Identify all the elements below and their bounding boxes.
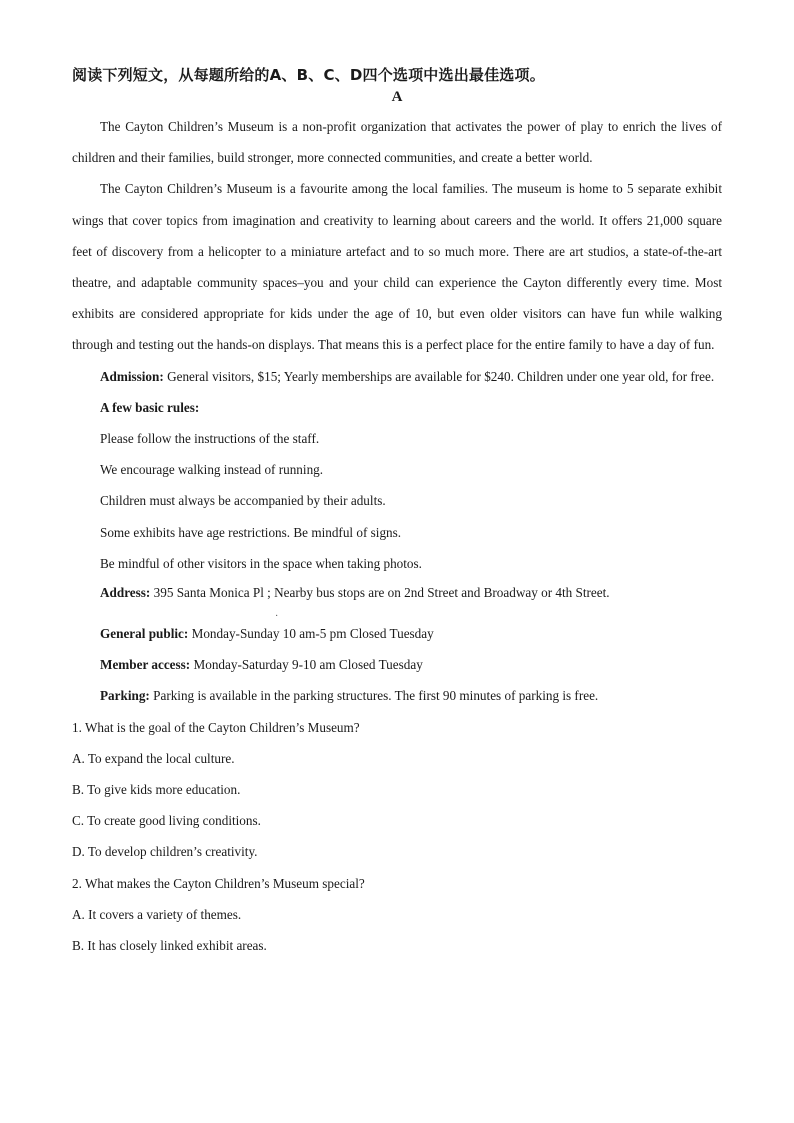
admission-label: Admission:	[100, 368, 164, 384]
admission-info	[72, 361, 722, 392]
member-access-hours	[72, 649, 722, 680]
question-1-stem: 1. What is the goal of the Cayton Children’s Museum?	[72, 719, 360, 735]
parking-info	[72, 680, 722, 711]
address-text: 395 Santa Monica Pl ; Nearby bus stops are on 2nd Street and Broadway or 4th Street.	[150, 585, 610, 601]
address-info	[72, 579, 722, 607]
question-1-option-c: C. To create good living conditions.	[72, 813, 261, 829]
question-2-stem: 2. What makes the Cayton Children’s Museum special?	[72, 875, 365, 891]
admission-text: General visitors, $15; Yearly memberships are available for $240. Children under one year old, for free.	[163, 368, 715, 384]
address-label: Address:	[100, 585, 151, 601]
parking-text: Parking is available in the parking structures. The first 90 minutes of parking is free.	[149, 688, 599, 704]
question-1-option-d: D. To develop children’s creativity.	[72, 844, 258, 860]
member-access-text: Monday-Saturday 9-10 am Closed Tuesday	[190, 657, 423, 673]
rules-title: A few basic rules:	[100, 399, 200, 415]
instruction-heading: 阅读下列短文，从每题所给的A、B、C、D四个选项中选出最佳选项。	[72, 66, 545, 84]
rule-item: Please follow the instructions of the staff.	[100, 431, 320, 447]
paragraph-intro: The Cayton Children’s Museum is a non-profit organization that activates the power of play to enrich the lives of children and their families, build stronger, more connected communities, and create a better world.	[72, 119, 722, 166]
question-2-option-b: B. It has closely linked exhibit areas.	[72, 938, 267, 954]
general-public-label: General public:	[100, 626, 189, 642]
rule-item: We encourage walking instead of running.	[100, 462, 324, 478]
parking-label: Parking:	[100, 688, 150, 704]
paragraph-description: The Cayton Children’s Museum is a favourite among the local families. The museum is home to 5 separate exhibit wings that cover topics from imagination and creativity to learning about careers and the world. It offers 21,000 square feet of discovery from a helicopter to a miniature artefact and to so much more. There are art studios, a state-of-the-art theatre, and adaptable community spaces–you and your child can experience the Cayton differently every time. Most exhibits are considered appropriate for kids under the age of 10, but even older visitors can have fun while walking through and testing out the hands-on displays. That means this is a perfect place for the entire family to have a day of fun.	[72, 181, 722, 353]
stray-mark-row	[72, 607, 722, 623]
general-public-hours	[72, 618, 722, 649]
question-1-option-b: B. To give kids more education.	[72, 782, 241, 798]
question-2-option-a: A. It covers a variety of themes.	[72, 906, 242, 922]
stray-mark: ·	[275, 611, 279, 623]
rule-item: Some exhibits have age restrictions. Be mindful of signs.	[100, 524, 402, 540]
rule-item: Be mindful of other visitors in the space when taking photos.	[100, 555, 422, 571]
question-1-option-a: A. To expand the local culture.	[72, 750, 235, 766]
passage-label: A	[391, 89, 403, 105]
general-public-text: Monday-Sunday 10 am-5 pm Closed Tuesday	[188, 626, 434, 642]
passage-body	[72, 111, 722, 961]
rule-item: Children must always be accompanied by their adults.	[100, 493, 386, 509]
member-access-label: Member access:	[100, 657, 191, 673]
